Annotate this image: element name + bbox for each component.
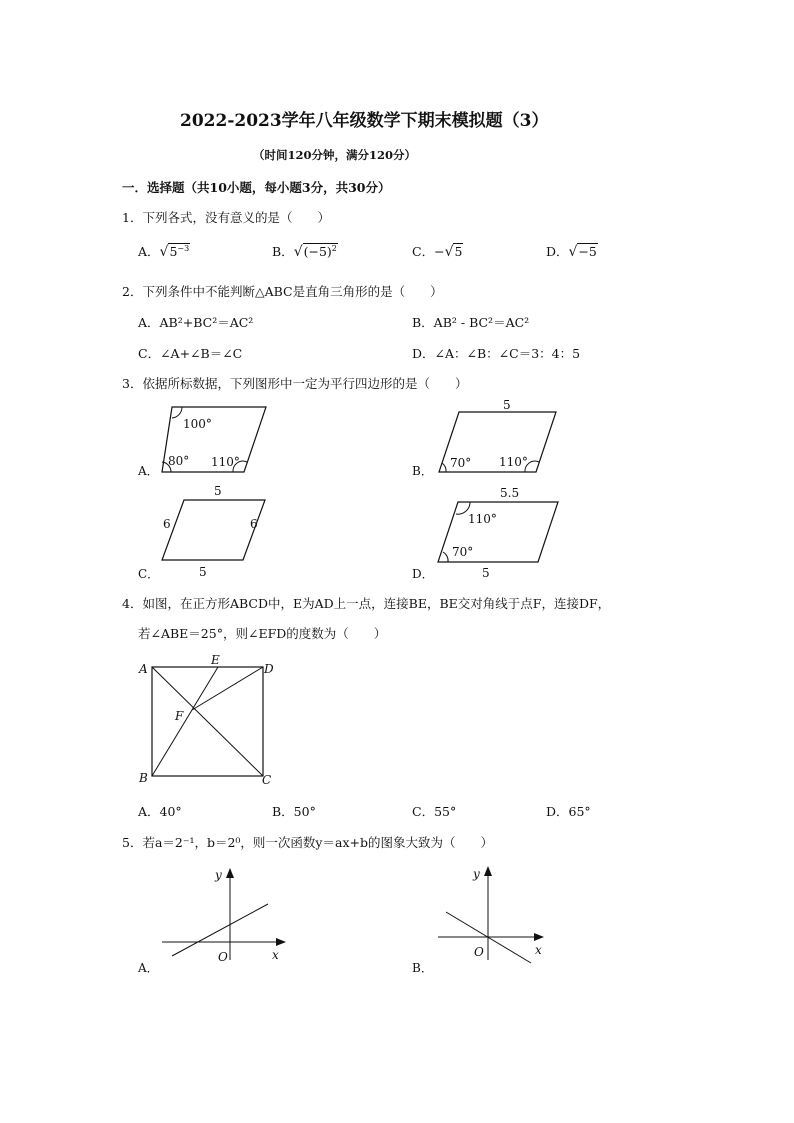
q1-option-c: C．−√5 bbox=[412, 244, 463, 260]
q3b-angle-br: 110° bbox=[499, 455, 528, 469]
q3a-angle-bl: 80° bbox=[168, 454, 190, 468]
q2-option-c: C．∠A+∠B＝∠C bbox=[138, 346, 243, 361]
q2-option-b: B．AB² - BC²＝AC² bbox=[412, 315, 530, 330]
q3c-side-left: 6 bbox=[163, 517, 171, 531]
q3d-angle-bl: 70° bbox=[452, 545, 474, 559]
paper-title: 2022-2023学年八年级数学下期末模拟题（3） bbox=[180, 111, 549, 131]
q4-option-c: C．55° bbox=[412, 804, 457, 819]
q4-stem-line1: 4．如图，在正方形ABCD中，E为AD上一点，连接BE，BE交对角线于点F，连接DF， bbox=[122, 596, 611, 611]
q3b-angle-bl: 70° bbox=[450, 456, 472, 470]
q3-figure-a bbox=[162, 407, 266, 472]
q5-graph-a bbox=[162, 868, 286, 964]
q3b-side-top: 5 bbox=[503, 398, 511, 412]
q4-point-a: A bbox=[139, 662, 148, 676]
q1-option-a: A．$√5^{-3}$ bbox=[138, 243, 190, 260]
q5b-y-label: y bbox=[473, 867, 480, 881]
q3-figure-d bbox=[438, 486, 558, 580]
q3-option-d-label: D． bbox=[412, 567, 434, 581]
exam-info: （时间120分钟，满分120分） bbox=[253, 148, 417, 162]
q3c-side-bottom: 5 bbox=[199, 565, 207, 579]
q2-option-a: A．AB²+BC²＝AC² bbox=[138, 315, 254, 330]
q3c-side-top: 5 bbox=[214, 484, 222, 498]
q4-point-b: B bbox=[139, 771, 148, 785]
q5a-origin-label: O bbox=[218, 950, 228, 964]
q1-stem: 1．下列各式，没有意义的是（ ） bbox=[122, 210, 330, 225]
q3-stem: 3．依据所标数据，下列图形中一定为平行四边形的是（ ） bbox=[122, 376, 468, 391]
q4-option-b: B．50° bbox=[272, 804, 316, 819]
q4-option-d: D．65° bbox=[546, 804, 591, 819]
q5a-y-label: y bbox=[215, 868, 222, 882]
q2-stem: 2．下列条件中不能判断△ABC是直角三角形的是（ ） bbox=[122, 284, 443, 299]
q5-graph-b bbox=[438, 866, 544, 963]
q4-figure bbox=[138, 653, 274, 787]
q4-option-a: A．40° bbox=[138, 804, 182, 819]
q3a-angle-br: 110° bbox=[211, 455, 240, 469]
q4-point-f: F bbox=[175, 709, 184, 723]
q4-point-c: C bbox=[262, 773, 272, 787]
q5-option-a-label: A． bbox=[138, 961, 159, 975]
q5a-x-label: x bbox=[272, 948, 279, 962]
q3-figure-b bbox=[439, 398, 556, 472]
q3c-side-right: 6 bbox=[250, 517, 258, 531]
q5-stem: 5．若a＝2⁻¹，b＝2⁰，则一次函数y＝ax+b的图象大致为（ ） bbox=[122, 835, 493, 850]
q4-stem-line2: 若∠ABE＝25°，则∠EFD的度数为（ ） bbox=[138, 626, 387, 641]
q3-option-b-label: B． bbox=[412, 464, 433, 478]
q4-point-e: E bbox=[211, 653, 220, 667]
q3d-side-top: 5.5 bbox=[500, 486, 520, 500]
q3-option-c-label: C． bbox=[138, 567, 160, 581]
q5b-origin-label: O bbox=[474, 945, 484, 959]
q3d-side-bottom: 5 bbox=[482, 566, 490, 580]
q1-option-d: D．√−5 bbox=[546, 244, 597, 260]
q4-point-d: D bbox=[264, 662, 274, 676]
q3-figure-c bbox=[162, 484, 265, 579]
q2-option-d: D．∠A：∠B：∠C＝3：4：5 bbox=[412, 346, 581, 361]
q5b-x-label: x bbox=[535, 943, 542, 957]
q3a-angle-top: 100° bbox=[183, 417, 212, 431]
q3d-angle-tl: 110° bbox=[468, 512, 497, 526]
q3-option-a-label: A． bbox=[138, 464, 159, 478]
section-heading: 一．选择题（共10小题，每小题3分，共30分） bbox=[122, 180, 391, 195]
q5-option-b-label: B． bbox=[412, 961, 433, 975]
q1-option-b: B．$√(-5)^2$ bbox=[272, 243, 337, 260]
